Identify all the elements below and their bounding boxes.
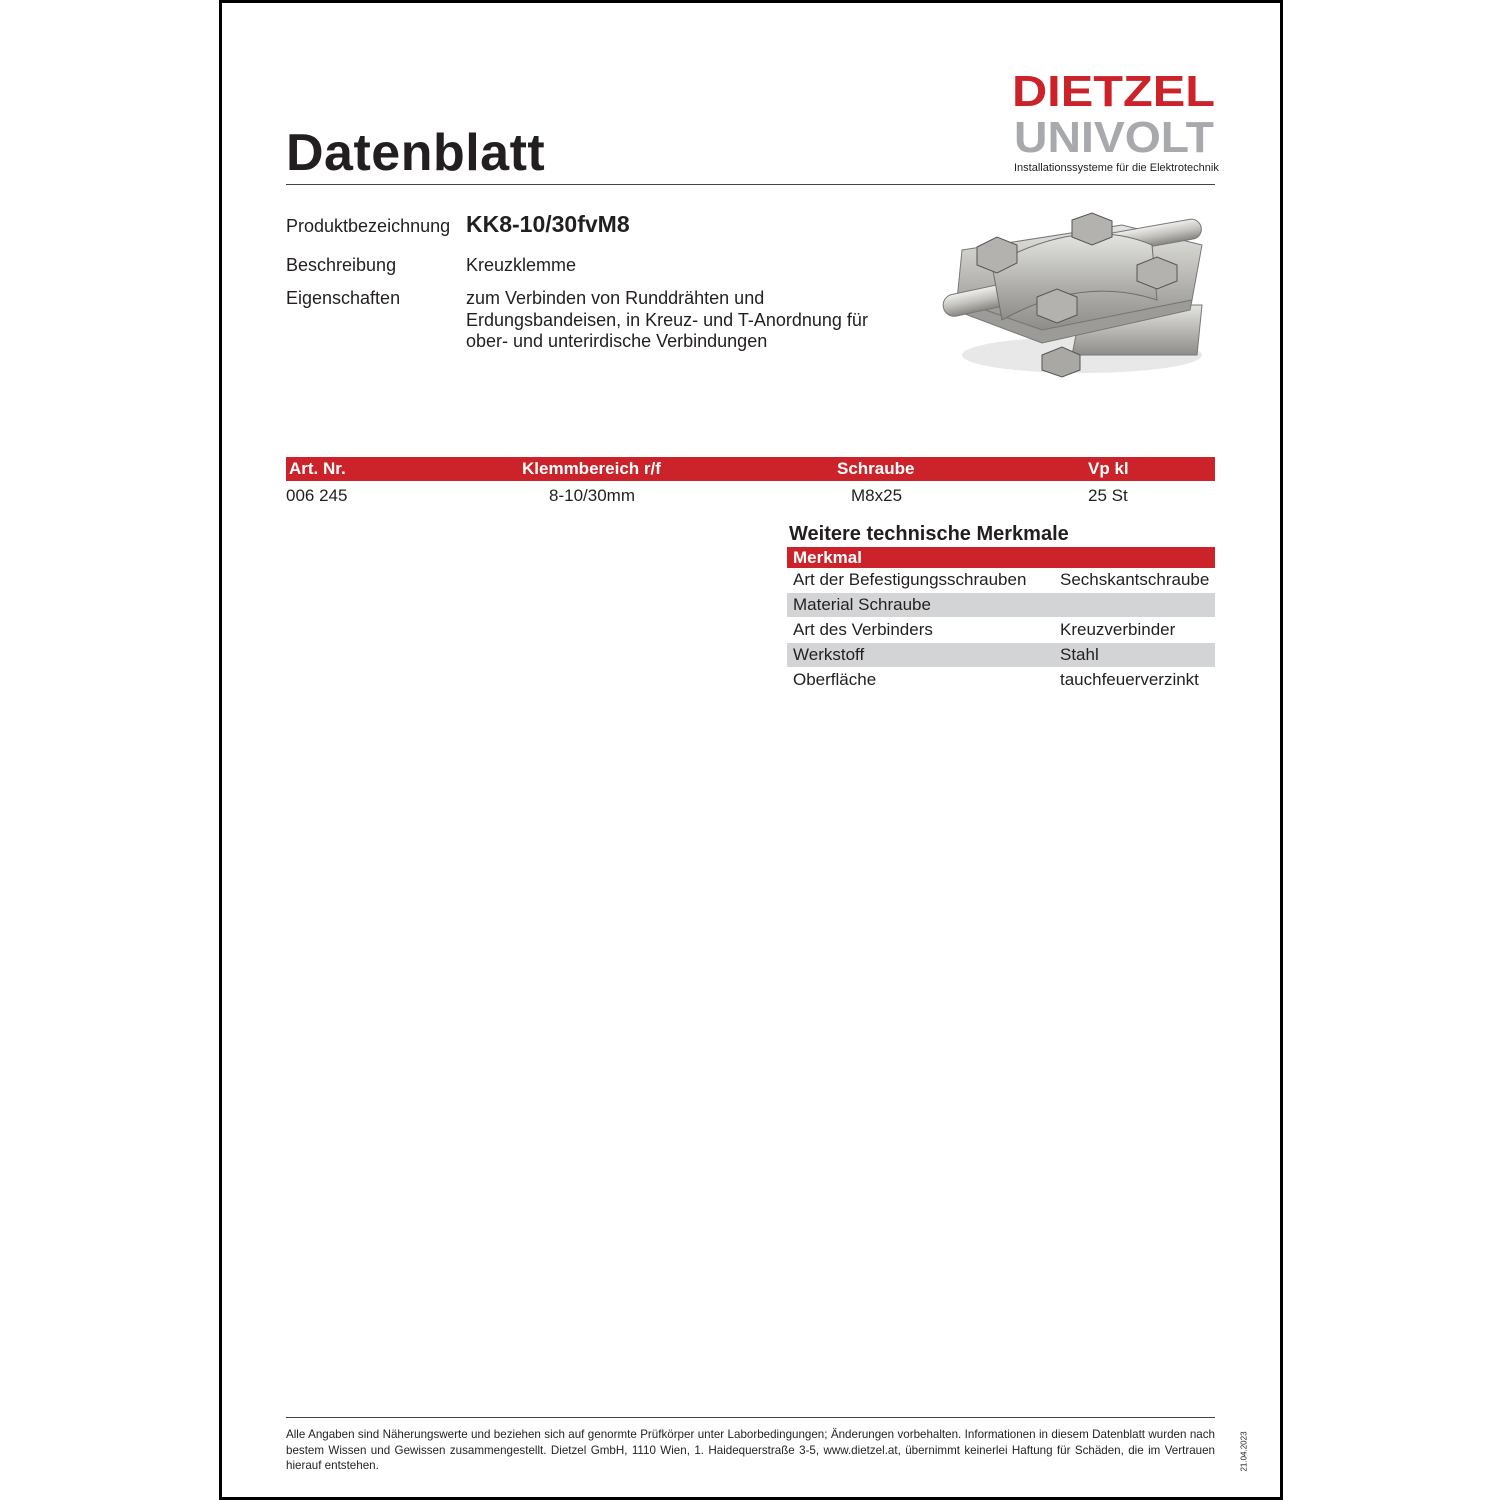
cell-klemmbereich: 8-10/30mm: [549, 486, 635, 505]
tech-section-title: Weitere technische Merkmale: [789, 523, 1069, 545]
title-divider: [286, 184, 1215, 185]
tech-row: [787, 593, 1215, 617]
cell-schraube: M8x25: [851, 486, 903, 505]
footer-disclaimer: Alle Angaben sind Näherungswerte und beziehen sich auf genormte Prüfkörper unter Laborbedingungen; Änderungen vorbehalten. Informationen in diesem Datenblatt wurden nach bestem Wissen und Gewissen zusammengestellt. Dietzel GmbH, 1110 Wien, 1. Haidequerstraße 3-5, www.dietzel.at, übernimmt keinerlei Haftung für Schäden, die im Vertrauen hierauf entstehen.: [286, 1428, 1215, 1472]
tech-key: Art der Befestigungsschrauben: [793, 570, 1027, 589]
properties-label: Eigenschaften: [286, 288, 401, 308]
tech-header-label: Merkmal: [793, 548, 862, 567]
tech-key: Material Schraube: [793, 595, 931, 614]
product-name-value: KK8-10/30fvM8: [466, 211, 630, 237]
cell-art-nr: 006 245: [286, 486, 348, 505]
col-schraube: Schraube: [837, 459, 915, 478]
tech-key: Werkstoff: [793, 645, 865, 664]
description-label: Beschreibung: [286, 255, 397, 275]
product-photo: [932, 205, 1214, 385]
col-vp-kl: Vp kl: [1088, 459, 1129, 478]
tech-value: Stahl: [1060, 645, 1099, 664]
tech-row: [787, 668, 1215, 692]
col-art-nr: Art. Nr.: [289, 459, 346, 478]
tech-value: Kreuzverbinder: [1060, 620, 1176, 639]
product-name-label: Produktbezeichnung: [286, 216, 451, 236]
tech-table-header: [787, 547, 1215, 568]
logo-line1: DIETZEL: [1012, 67, 1215, 116]
logo-tagline: Installationssysteme für die Elektrotechnik: [1014, 162, 1219, 174]
col-klemmbereich: Klemmbereich r/f: [522, 459, 661, 478]
page-title: Datenblatt: [286, 124, 546, 182]
tech-row: [787, 568, 1215, 592]
logo-line2: UNIVOLT: [1014, 113, 1215, 162]
footer-date: 21.04.2023: [1239, 1431, 1249, 1472]
footer-divider: [286, 1417, 1215, 1418]
tech-row: [787, 643, 1215, 667]
tech-key: Art des Verbinders: [793, 620, 933, 639]
cell-vp-kl: 25 St: [1088, 486, 1128, 505]
tech-row: [787, 618, 1215, 642]
properties-value: zum Verbinden von Runddrähten und Erdungsbandeisen, in Kreuz- und T-Anordnung für ober- und unterirdische Verbindungen: [466, 288, 868, 351]
tech-value: tauchfeuerverzinkt: [1060, 670, 1199, 689]
description-value: Kreuzklemme: [466, 255, 577, 275]
article-table-header: [286, 457, 1215, 481]
dietzel-univolt-logo: [1012, 66, 1216, 176]
tech-key: Oberfläche: [793, 670, 877, 689]
tech-value: Sechskantschraube: [1060, 570, 1210, 589]
